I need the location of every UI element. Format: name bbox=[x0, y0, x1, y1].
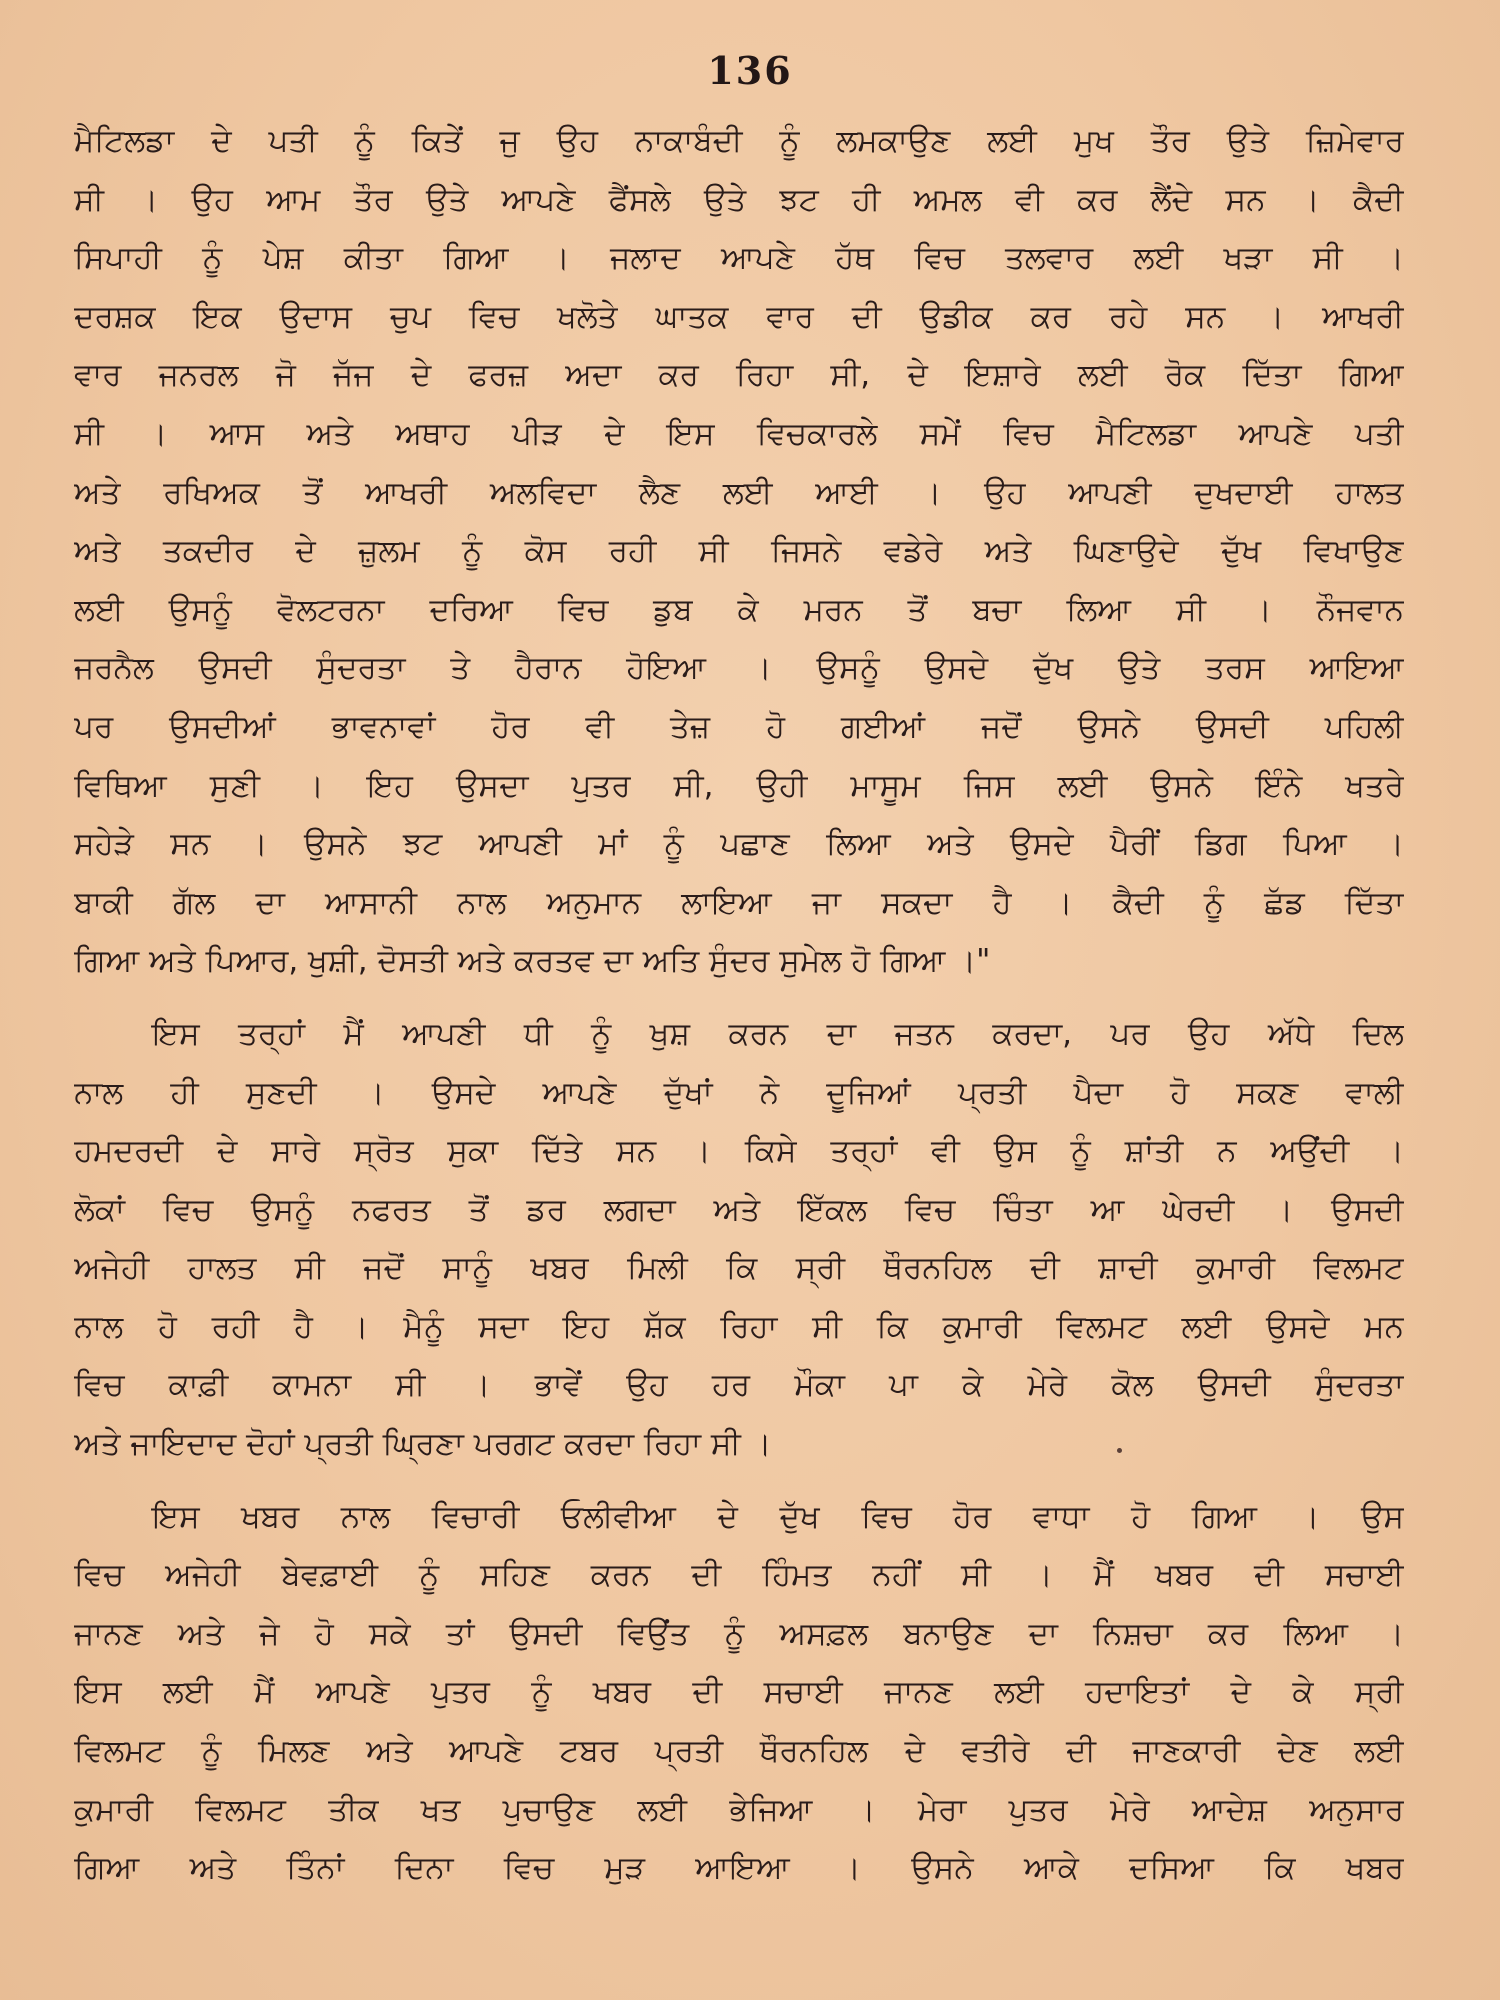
text-line: ਵਿਲਮਟ ਨੂੰ ਮਿਲਣ ਅਤੇ ਆਪਣੇ ਟਬਰ ਪ੍ਰਤੀ ਥੌਰਨਹਿਲ ਦੇ ਵਤੀਰੇ ਦੀ ਜਾਣਕਾਰੀ ਦੇਣ ਲਈ bbox=[74, 1733, 1404, 1770]
text-line: ਕੁਮਾਰੀ ਵਿਲਮਟ ਤੀਕ ਖਤ ਪੁਚਾਉਣ ਲਈ ਭੇਜਿਆ । ਮੇਰਾ ਪੁਤਰ ਮੇਰੇ ਆਦੇਸ਼ ਅਨੁਸਾਰ bbox=[74, 1791, 1404, 1828]
text-line: ਨਾਲ ਹੀ ਸੁਣਦੀ । ਉਸਦੇ ਆਪਣੇ ਦੁੱਖਾਂ ਨੇ ਦੂਜਿਆਂ ਪ੍ਰਤੀ ਪੈਦਾ ਹੋ ਸਕਣ ਵਾਲੀ bbox=[74, 1074, 1404, 1111]
text-line: ਇਸ ਲਈ ਮੈਂ ਆਪਣੇ ਪੁਤਰ ਨੂੰ ਖਬਰ ਦੀ ਸਚਾਈ ਜਾਨਣ ਲਈ ਹਦਾਇਤਾਂ ਦੇ ਕੇ ਸ੍ਰੀ bbox=[74, 1674, 1404, 1711]
text-line: ਵਿਚ ਅਜੇਹੀ ਬੇਵਫ਼ਾਈ ਨੂੰ ਸਹਿਣ ਕਰਨ ਦੀ ਹਿੰਮਤ ਨਹੀਂ ਸੀ । ਮੈਂ ਖਬਰ ਦੀ ਸਚਾਈ bbox=[74, 1557, 1404, 1594]
text-line: ਇਸ ਖਬਰ ਨਾਲ ਵਿਚਾਰੀ ਓਲੀਵੀਆ ਦੇ ਦੁੱਖ ਵਿਚ ਹੋਰ ਵਾਧਾ ਹੋ ਗਿਆ । ਉਸ bbox=[152, 1498, 1404, 1535]
text-line: ਲੋਕਾਂ ਵਿਚ ਉਸਨੂੰ ਨਫਰਤ ਤੋਂ ਡਰ ਲਗਦਾ ਅਤੇ ਇੱਕਲ ਵਿਚ ਚਿੰਤਾ ਆ ਘੇਰਦੀ । ਉਸਦੀ bbox=[74, 1191, 1404, 1228]
paragraph bbox=[74, 1005, 1404, 1474]
text-line: ਅਤੇ ਜਾਇਦਾਦ ਦੋਹਾਂ ਪ੍ਰਤੀ ਘ੍ਰਿਣਾ ਪਰਗਟ ਕਰਦਾ ਰਿਹਾ ਸੀ । bbox=[74, 1426, 772, 1463]
text-line: ਪਰ ਉਸਦੀਆਂ ਭਾਵਨਾਵਾਂ ਹੋਰ ਵੀ ਤੇਜ਼ ਹੋ ਗਈਆਂ ਜਦੋਂ ਉਸਨੇ ਉਸਦੀ ਪਹਿਲੀ bbox=[74, 708, 1404, 745]
text-line: ਹਮਦਰਦੀ ਦੇ ਸਾਰੇ ਸ੍ਰੋਤ ਸੁਕਾ ਦਿੱਤੇ ਸਨ । ਕਿਸੇ ਤਰ੍ਹਾਂ ਵੀ ਉਸ ਨੂੰ ਸ਼ਾਂਤੀ ਨ ਅਉਂਦੀ । bbox=[74, 1133, 1404, 1170]
paragraph-gap bbox=[74, 991, 1404, 1005]
text-line: ਵਿਚ ਕਾਫ਼ੀ ਕਾਮਨਾ ਸੀ । ਭਾਵੇਂ ਉਹ ਹਰ ਮੌਕਾ ਪਾ ਕੇ ਮੇਰੇ ਕੋਲ ਉਸਦੀ ਸੁੰਦਰਤਾ bbox=[74, 1367, 1404, 1404]
paragraph bbox=[74, 1488, 1404, 1898]
paragraph-gap bbox=[74, 1474, 1404, 1488]
text-line: ਇਸ ਤਰ੍ਹਾਂ ਮੈਂ ਆਪਣੀ ਧੀ ਨੂੰ ਖੁਸ਼ ਕਰਨ ਦਾ ਜਤਨ ਕਰਦਾ, ਪਰ ਉਹ ਅੱਧੇ ਦਿਲ bbox=[152, 1015, 1404, 1052]
text-line: ਸਿਪਾਹੀ ਨੂੰ ਪੇਸ਼ ਕੀਤਾ ਗਿਆ । ਜਲਾਦ ਆਪਣੇ ਹੱਥ ਵਿਚ ਤਲਵਾਰ ਲਈ ਖੜਾ ਸੀ । bbox=[74, 240, 1404, 277]
text-line: ਨਾਲ ਹੋ ਰਹੀ ਹੈ । ਮੈਨੂੰ ਸਦਾ ਇਹ ਸ਼ੱਕ ਰਿਹਾ ਸੀ ਕਿ ਕੁਮਾਰੀ ਵਿਲਮਟ ਲਈ ਉਸਦੇ ਮਨ bbox=[74, 1308, 1404, 1345]
text-line: ਸੀ । ਉਹ ਆਮ ਤੌਰ ਉਤੇ ਆਪਣੇ ਫੈਂਸਲੇ ਉਤੇ ਝਟ ਹੀ ਅਮਲ ਵੀ ਕਰ ਲੈਂਦੇ ਸਨ । ਕੈਦੀ bbox=[74, 181, 1404, 218]
text-line: ਅਤੇ ਰਖਿਅਕ ਤੋਂ ਆਖਰੀ ਅਲਵਿਦਾ ਲੈਣ ਲਈ ਆਈ । ਉਹ ਆਪਣੀ ਦੁਖਦਾਈ ਹਾਲਤ bbox=[74, 474, 1404, 511]
text-line: ਜਰਨੈਲ ਉਸਦੀ ਸੁੰਦਰਤਾ ਤੇ ਹੈਰਾਨ ਹੋਇਆ । ਉਸਨੂੰ ਉਸਦੇ ਦੁੱਖ ਉਤੇ ਤਰਸ ਆਇਆ bbox=[74, 650, 1404, 687]
paragraph bbox=[74, 112, 1404, 991]
text-line: ਬਾਕੀ ਗੱਲ ਦਾ ਆਸਾਨੀ ਨਾਲ ਅਨੁਮਾਨ ਲਾਇਆ ਜਾ ਸਕਦਾ ਹੈ । ਕੈਦੀ ਨੂੰ ਛੱਡ ਦਿੱਤਾ bbox=[74, 884, 1404, 921]
text-line: ਅਜੇਹੀ ਹਾਲਤ ਸੀ ਜਦੋਂ ਸਾਨੂੰ ਖਬਰ ਮਿਲੀ ਕਿ ਸ੍ਰੀ ਥੌਰਨਹਿਲ ਦੀ ਸ਼ਾਦੀ ਕੁਮਾਰੀ ਵਿਲਮਟ bbox=[74, 1250, 1404, 1287]
page-number: 136 bbox=[707, 48, 793, 93]
text-line: ਜਾਨਣ ਅਤੇ ਜੇ ਹੋ ਸਕੇ ਤਾਂ ਉਸਦੀ ਵਿਉਂਤ ਨੂੰ ਅਸਫ਼ਲ ਬਨਾਉਣ ਦਾ ਨਿਸ਼ਚਾ ਕਰ ਲਿਆ । bbox=[74, 1615, 1404, 1652]
text-line: ਲਈ ਉਸਨੂੰ ਵੋਲਟਰਨਾ ਦਰਿਆ ਵਿਚ ਡੁਬ ਕੇ ਮਰਨ ਤੋਂ ਬਚਾ ਲਿਆ ਸੀ । ਨੌਜਵਾਨ bbox=[74, 591, 1404, 628]
text-line: ਦਰਸ਼ਕ ਇਕ ਉਦਾਸ ਚੁਪ ਵਿਚ ਖਲੋਤੇ ਘਾਤਕ ਵਾਰ ਦੀ ਉਡੀਕ ਕਰ ਰਹੇ ਸਨ । ਆਖਰੀ bbox=[74, 298, 1404, 335]
text-line: ਅਤੇ ਤਕਦੀਰ ਦੇ ਜ਼ੁਲਮ ਨੂੰ ਕੋਸ ਰਹੀ ਸੀ ਜਿਸਨੇ ਵਡੇਰੇ ਅਤੇ ਘਿਣਾਉਦੇ ਦੁੱਖ ਵਿਖਾਉਣ bbox=[74, 533, 1404, 570]
text-line: ਵਾਰ ਜਨਰਲ ਜੋ ਜੱਜ ਦੇ ਫਰਜ਼ ਅਦਾ ਕਰ ਰਿਹਾ ਸੀ, ਦੇ ਇਸ਼ਾਰੇ ਲਈ ਰੋਕ ਦਿੱਤਾ ਗਿਆ bbox=[74, 357, 1404, 394]
text-line: ਗਿਆ ਅਤੇ ਪਿਆਰ, ਖੁਸ਼ੀ, ਦੋਸਤੀ ਅਤੇ ਕਰਤਵ ਦਾ ਅਤਿ ਸੁੰਦਰ ਸੁਮੇਲ ਹੋ ਗਿਆ ।" bbox=[74, 943, 991, 980]
text-line: ਸਹੇੜੇ ਸਨ । ਉਸਨੇ ਝਟ ਆਪਣੀ ਮਾਂ ਨੂੰ ਪਛਾਣ ਲਿਆ ਅਤੇ ਉਸਦੇ ਪੈਰੀਂ ਡਿਗ ਪਿਆ । bbox=[74, 826, 1404, 863]
ink-speck bbox=[1117, 1448, 1122, 1453]
text-line: ਵਿਥਿਆ ਸੁਣੀ । ਇਹ ਉਸਦਾ ਪੁਤਰ ਸੀ, ਉਹੀ ਮਾਸੂਮ ਜਿਸ ਲਈ ਉਸਨੇ ਇੰਨੇ ਖਤਰੇ bbox=[74, 767, 1404, 804]
text-line: ਮੈਟਿਲਡਾ ਦੇ ਪਤੀ ਨੂੰ ਕਿਤੇਂ ਜੁ ਉਹ ਨਾਕਾਬੰਦੀ ਨੂੰ ਲਮਕਾਉਣ ਲਈ ਮੁਖ ਤੌਰ ਉਤੇ ਜ਼ਿਮੇਵਾਰ bbox=[74, 123, 1404, 159]
text-line: ਸੀ । ਆਸ ਅਤੇ ਅਥਾਹ ਪੀੜ ਦੇ ਇਸ ਵਿਚਕਾਰਲੇ ਸਮੇਂ ਵਿਚ ਮੈਟਿਲਡਾ ਆਪਣੇ ਪਤੀ bbox=[74, 415, 1404, 452]
page-body bbox=[74, 112, 1404, 1898]
text-line: ਗਿਆ ਅਤੇ ਤਿੰਨਾਂ ਦਿਨਾ ਵਿਚ ਮੁੜ ਆਇਆ । ਉਸਨੇ ਆਕੇ ਦਸਿਆ ਕਿ ਖਬਰ bbox=[74, 1850, 1404, 1887]
